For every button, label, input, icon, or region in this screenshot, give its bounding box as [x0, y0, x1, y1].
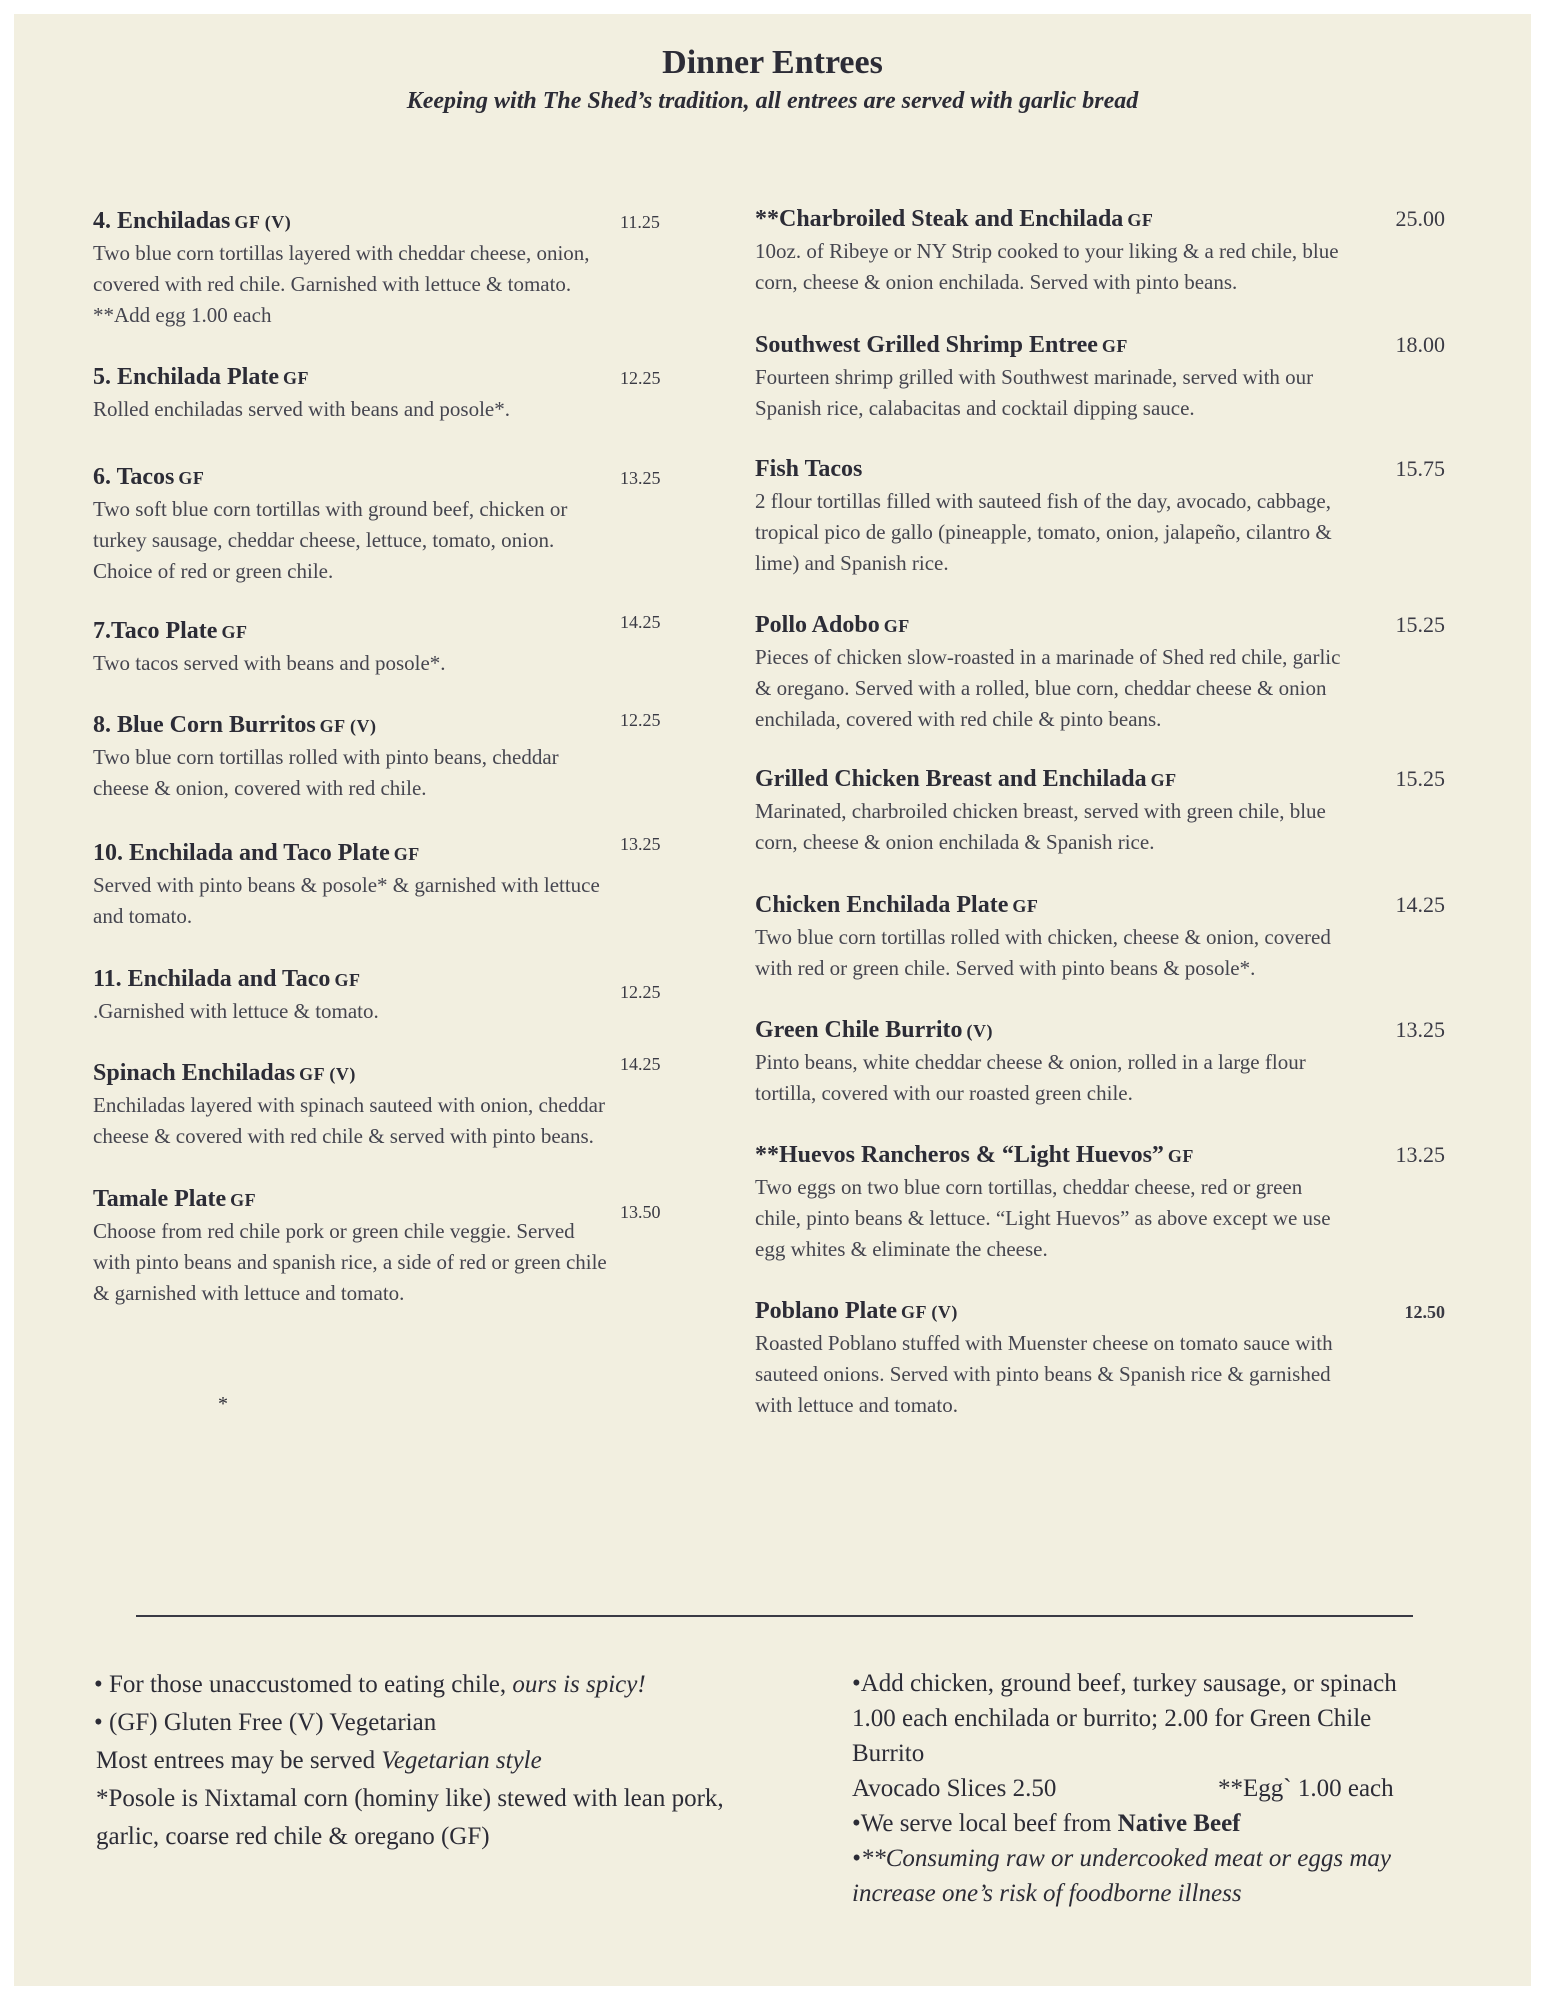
item-description — [755, 486, 1455, 579]
item-price: 11.25 — [620, 212, 660, 232]
item-price: 13.25 — [1395, 1017, 1445, 1042]
desc-line: Roasted Poblano stuffed with Muenster cheese on tomato sauce with — [755, 1331, 1333, 1355]
brand-name: Native Beef — [1117, 1810, 1241, 1837]
item-tags: GF (V) — [299, 1064, 356, 1084]
menu-item-southwest-grilled-shrimp-entree — [755, 332, 1455, 424]
item-price: 12.50 — [1404, 1302, 1445, 1322]
item-name: 11. Enchilada and Taco — [93, 966, 331, 992]
desc-line: with pinto beans and spanish rice, a side of red or green chile — [93, 1250, 607, 1274]
desc-line: egg whites & eliminate the cheese. — [755, 1237, 1048, 1261]
item-price: 12.25 — [620, 368, 661, 388]
item-price: 25.00 — [1395, 206, 1445, 231]
desc-line: Two soft blue corn tortillas with ground beef, chicken or — [93, 497, 568, 521]
item-name: Tamale Plate — [93, 1186, 227, 1212]
menu-item-green-chile-burrito — [755, 1017, 1455, 1109]
desc-line: and tomato. — [93, 904, 193, 928]
desc-line: Two blue corn tortillas layered with cheddar cheese, onion, — [93, 241, 590, 265]
item-price: 14.25 — [620, 1054, 661, 1074]
item-description — [755, 642, 1455, 735]
note-emphasis: Vegetarian style — [381, 1747, 542, 1774]
item-name: 7.Taco Plate — [93, 618, 218, 644]
desc-line: Served with pinto beans & posole* & garnished with lettuce — [93, 873, 600, 897]
desc-line: covered with red chile. Garnished with lettuce & tomato. — [93, 272, 572, 296]
posole-note-line-2: garlic, coarse red chile & oregano (GF) — [96, 1823, 490, 1850]
item-name: Fish Tacos — [755, 456, 863, 482]
food-safety-warning-line-1: •**Consuming raw or undercooked meat or eggs may — [852, 1845, 1392, 1872]
menu-item-blue-corn-burritos — [93, 712, 713, 804]
item-price: 14.25 — [620, 612, 661, 632]
desc-line: 10oz. of Ribeye or NY Strip cooked to your liking & a red chile, blue — [755, 239, 1339, 263]
item-description — [755, 796, 1455, 858]
item-name: Poblano Plate — [755, 1298, 897, 1324]
item-description — [755, 1328, 1455, 1421]
menu-item-enchilada-and-taco-plate — [93, 834, 713, 932]
note-text: •We serve local beef from — [852, 1810, 1118, 1837]
desc-line: Pinto beans, white cheddar cheese & onion, rolled in a large flour — [755, 1050, 1306, 1074]
item-description — [755, 922, 1455, 984]
note-emphasis: ours is spicy! — [512, 1671, 646, 1698]
item-name: Pollo Adobo — [755, 612, 880, 638]
desc-line: tropical pico de gallo (pineapple, tomato, onion, jalapeño, cilantro & — [755, 520, 1332, 544]
print-speck: * — [218, 1393, 228, 1415]
item-price: 12.25 — [620, 982, 661, 1002]
desc-line: Two eggs on two blue corn tortillas, cheddar cheese, red or green — [755, 1175, 1303, 1199]
item-tags: GF — [283, 368, 310, 388]
desc-line: Fourteen shrimp grilled with Southwest marinade, served with our — [755, 365, 1314, 389]
item-name: Grilled Chicken Breast and Enchilada — [755, 766, 1147, 792]
item-tags: GF — [1167, 1146, 1194, 1166]
desc-line: .Garnished with lettuce & tomato. — [93, 999, 379, 1023]
menu-item-fish-tacos — [755, 456, 1455, 579]
desc-line: **Add egg 1.00 each — [93, 303, 272, 327]
item-description — [93, 394, 713, 425]
desc-line: chile, pinto beans & lettuce. “Light Huevos” as above except we use — [755, 1206, 1331, 1230]
add-ons-note-line-1: •Add chicken, ground beef, turkey sausage, or spinach — [852, 1670, 1397, 1697]
menu-item-chicken-enchilada-plate — [755, 892, 1455, 984]
menu-item-tacos — [93, 464, 713, 587]
desc-line: with lettuce and tomato. — [755, 1393, 958, 1417]
item-description — [755, 1047, 1455, 1109]
item-price: 14.25 — [1395, 892, 1445, 917]
note-text: • For those unaccustomed to eating chile, — [94, 1671, 513, 1698]
item-tags: GF (V) — [901, 1302, 958, 1322]
desc-line: cheese & covered with red chile & served with pinto beans. — [93, 1124, 594, 1148]
item-tags: GF — [1101, 336, 1128, 356]
desc-line: tortilla, covered with our roasted green chile. — [755, 1081, 1133, 1105]
spicy-note — [94, 1666, 646, 1703]
posole-note-line-1: *Posole is Nixtamal corn (hominy like) stewed with lean pork, — [96, 1785, 724, 1812]
desc-line: with red or green chile. Served with pinto beans & posole*. — [755, 956, 1256, 980]
item-tags: GF — [334, 970, 361, 990]
desc-line: & garnished with lettuce and tomato. — [93, 1281, 405, 1305]
vegetarian-note — [96, 1742, 542, 1779]
desc-line: Two tacos served with beans and posole*. — [93, 651, 446, 675]
desc-line: Two blue corn tortillas rolled with chicken, cheese & onion, covered — [755, 925, 1331, 949]
desc-line: Choice of red or green chile. — [93, 559, 334, 583]
desc-line: Pieces of chicken slow-roasted in a marinade of Shed red chile, garlic — [755, 645, 1341, 669]
item-tags: GF — [1012, 896, 1039, 916]
item-name: **Huevos Rancheros & “Light Huevos” — [755, 1142, 1164, 1168]
menu-item-tamale-plate — [93, 1186, 713, 1309]
item-description — [93, 648, 713, 679]
desc-line: Spanish rice, calabacitas and cocktail dipping sauce. — [755, 396, 1195, 420]
item-tags: GF (V) — [319, 716, 377, 736]
item-description — [755, 1172, 1455, 1265]
desc-line: 2 flour tortillas filled with sauteed fish of the day, avocado, cabbage, — [755, 489, 1331, 513]
item-tags: GF — [221, 622, 248, 642]
add-ons-note-line-3: Burrito — [852, 1740, 925, 1767]
item-price: 12.25 — [620, 710, 661, 730]
desc-line: Enchiladas layered with spinach sauteed with onion, cheddar — [93, 1093, 605, 1117]
desc-line: corn, cheese & onion enchilada & Spanish rice. — [755, 830, 1155, 854]
egg-price: **Egg` 1.00 each — [1218, 1775, 1394, 1802]
item-name: Southwest Grilled Shrimp Entree — [755, 332, 1098, 358]
item-tags: GF (V) — [234, 212, 292, 232]
desc-line: Rolled enchiladas served with beans and posole*. — [93, 397, 510, 421]
item-tags: GF — [883, 616, 910, 636]
menu-item-huevos-rancheros — [755, 1142, 1455, 1265]
item-name: 10. Enchilada and Taco Plate — [93, 840, 390, 866]
item-name: Green Chile Burrito — [755, 1017, 963, 1043]
item-description — [93, 1090, 713, 1152]
desc-line: corn, cheese & onion enchilada. Served with pinto beans. — [755, 270, 1238, 294]
item-price: 15.25 — [1395, 612, 1445, 637]
desc-line: Marinated, charbroiled chicken breast, served with green chile, blue — [755, 799, 1326, 823]
item-description — [93, 742, 713, 804]
item-name: 5. Enchilada Plate — [93, 364, 280, 390]
item-tags: GF — [178, 468, 205, 488]
item-description — [755, 236, 1455, 298]
item-tags: GF — [1150, 770, 1177, 790]
menu-item-spinach-enchiladas — [93, 1054, 713, 1152]
item-description — [93, 494, 713, 587]
menu-item-enchiladas — [93, 208, 713, 331]
desc-line: Choose from red chile pork or green chile veggie. Served — [93, 1219, 575, 1243]
item-price: 13.25 — [1395, 1142, 1445, 1167]
desc-line: & oregano. Served with a rolled, blue corn, cheddar cheese & onion — [755, 676, 1327, 700]
desc-line: enchilada, covered with red chile & pinto beans. — [755, 707, 1162, 731]
item-name: Chicken Enchilada Plate — [755, 892, 1009, 918]
item-price: 18.00 — [1395, 332, 1445, 357]
item-description — [93, 870, 713, 932]
item-price: 13.25 — [620, 834, 661, 854]
item-description — [93, 1216, 713, 1309]
item-description — [93, 238, 713, 331]
desc-line: sauteed onions. Served with pinto beans & Spanish rice & garnished — [755, 1362, 1331, 1386]
item-price: 13.50 — [620, 1202, 661, 1222]
item-name: **Charbroiled Steak and Enchilada — [755, 206, 1124, 232]
item-description — [755, 362, 1455, 424]
item-name: 8. Blue Corn Burritos — [93, 712, 316, 738]
section-divider — [136, 1615, 1413, 1617]
menu-item-enchilada-and-taco — [93, 966, 713, 1027]
menu-item-taco-plate — [93, 612, 713, 679]
local-beef-note — [852, 1805, 1241, 1842]
item-tags: GF — [230, 1190, 257, 1210]
avocado-price: Avocado Slices 2.50 — [852, 1775, 1057, 1802]
food-safety-warning-line-2: increase one’s risk of foodborne illness — [852, 1880, 1242, 1907]
desc-line: turkey sausage, cheddar cheese, lettuce, tomato, onion. — [93, 528, 555, 552]
desc-line: Two blue corn tortillas rolled with pinto beans, cheddar — [93, 745, 559, 769]
diet-legend-note: • (GF) Gluten Free (V) Vegetarian — [94, 1709, 437, 1736]
menu-item-grilled-chicken-breast-and-enchilada — [755, 766, 1455, 858]
item-price: 15.75 — [1395, 456, 1445, 481]
menu-item-poblano-plate — [755, 1298, 1455, 1421]
page-subtitle: Keeping with The Shed’s tradition, all entrees are served with garlic bread — [406, 88, 1139, 114]
menu-item-pollo-adobo — [755, 612, 1455, 735]
menu-item-charbroiled-steak-and-enchilada — [755, 206, 1455, 298]
add-ons-note-line-2: 1.00 each enchilada or burrito; 2.00 for Green Chile — [852, 1705, 1372, 1732]
item-tags: GF — [393, 844, 420, 864]
item-price: 15.25 — [1395, 766, 1445, 791]
menu-item-enchilada-plate — [93, 364, 713, 425]
page-title: Dinner Entrees — [662, 44, 883, 81]
desc-line: lime) and Spanish rice. — [755, 551, 949, 575]
item-name: 6. Tacos — [93, 464, 175, 490]
item-tags: GF — [1127, 210, 1154, 230]
item-name: Spinach Enchiladas — [93, 1060, 296, 1086]
desc-line: cheese & onion, covered with red chile. — [93, 776, 427, 800]
note-text: Most entrees may be served — [96, 1747, 382, 1774]
item-tags: (V) — [966, 1021, 994, 1041]
item-name: 4. Enchiladas — [93, 208, 231, 234]
item-price: 13.25 — [620, 468, 661, 488]
